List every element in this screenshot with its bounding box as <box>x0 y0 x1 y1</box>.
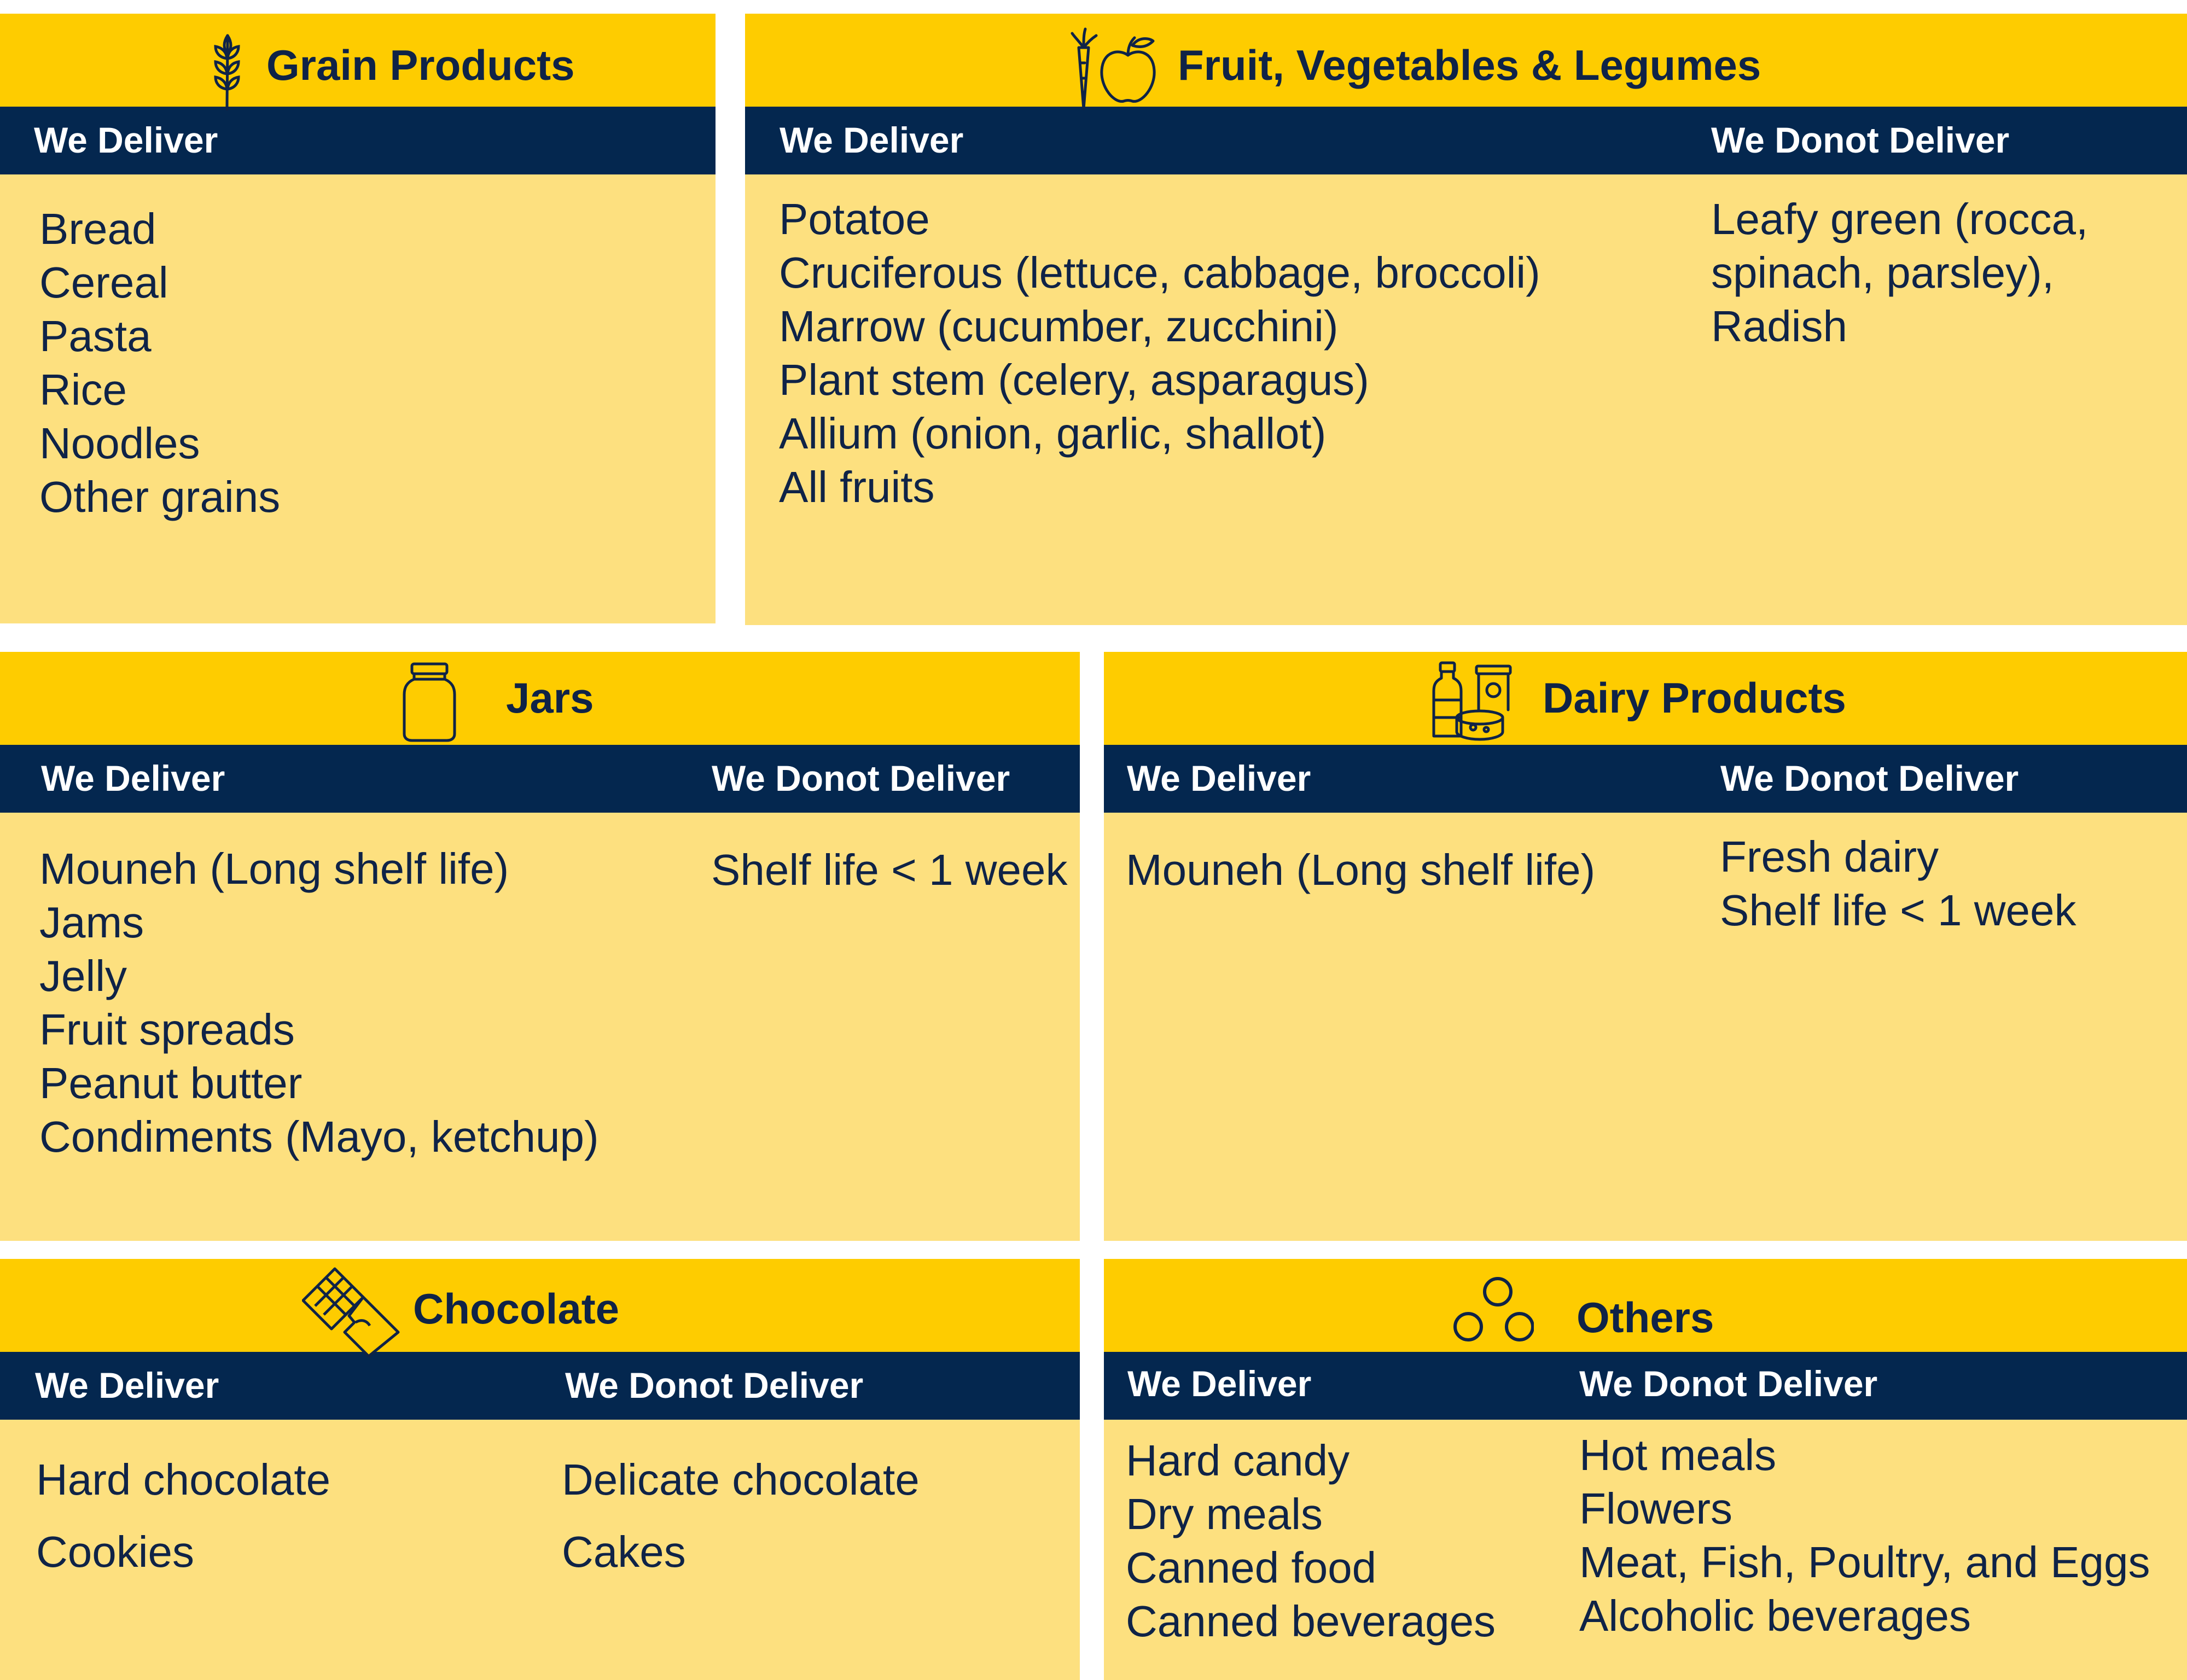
list-item: Canned food <box>1126 1543 1377 1592</box>
list-item: Cruciferous (lettuce, cabbage, broccoli) <box>779 248 1540 297</box>
we-donot-deliver-list <box>1720 830 2076 937</box>
carrot-apple-icon <box>1067 21 1165 114</box>
wheat-icon <box>208 30 246 112</box>
list-item: Bread <box>39 205 156 253</box>
list-item: Cereal <box>39 258 168 307</box>
we-donot-deliver-header: We Donot Deliver <box>1720 758 2019 798</box>
list-item: Jelly <box>39 952 127 1000</box>
fruit-vegetables-legumes-card <box>745 14 2187 625</box>
list-item: Noodles <box>39 419 200 468</box>
card-title: Chocolate <box>413 1285 620 1333</box>
we-donot-deliver-list <box>1579 1428 2150 1643</box>
we-deliver-header: We Deliver <box>35 1365 219 1405</box>
list-item: Potatoe <box>779 195 930 243</box>
we-deliver-header: We Deliver <box>34 120 218 160</box>
list-item: Shelf life < 1 week <box>1720 886 2077 935</box>
we-deliver-list <box>39 842 599 1164</box>
we-deliver-header: We Deliver <box>1127 1363 1312 1404</box>
we-donot-deliver-header: We Donot Deliver <box>565 1365 864 1405</box>
list-item: Plant stem (celery, asparagus) <box>779 355 1369 404</box>
list-item: Other grains <box>39 472 281 521</box>
list-item: Mouneh (Long shelf life) <box>39 844 509 893</box>
list-item: Marrow (cucumber, zucchini) <box>779 302 1339 351</box>
list-item: Hard chocolate <box>36 1455 331 1504</box>
we-deliver-list <box>1126 1434 1496 1648</box>
list-item: Delicate chocolate <box>562 1455 920 1504</box>
list-item: Shelf life < 1 week <box>711 845 1068 894</box>
list-item: All fruits <box>779 463 935 511</box>
card-title: Grain Products <box>266 41 575 89</box>
list-item: Peanut butter <box>39 1059 303 1107</box>
we-deliver-header: We Deliver <box>780 120 964 160</box>
card-title: Jars <box>506 674 594 722</box>
we-deliver-list <box>36 1444 330 1588</box>
dairy-products-card <box>1104 652 2187 1241</box>
we-donot-deliver-list <box>711 843 1067 897</box>
list-item: Flowers <box>1579 1484 1733 1533</box>
list-item: Alcoholic beverages <box>1579 1591 1971 1640</box>
list-item: Jams <box>39 898 144 947</box>
list-item: Leafy green (rocca, <box>1711 195 2089 243</box>
chocolate-card <box>0 1259 1080 1680</box>
we-donot-deliver-list <box>1711 192 2088 353</box>
list-item: spinach, parsley), <box>1711 248 2054 297</box>
we-donot-deliver-header: We Donot Deliver <box>712 758 1010 798</box>
others-card <box>1104 1259 2187 1680</box>
list-item: Fresh dairy <box>1720 832 1939 881</box>
list-item: Hot meals <box>1579 1431 1777 1479</box>
grain-products-card <box>0 14 716 623</box>
jars-card <box>0 652 1080 1241</box>
list-item: Radish <box>1711 302 1848 351</box>
list-item: Allium (onion, garlic, shallot) <box>779 409 1327 458</box>
list-item: Canned beverages <box>1126 1597 1496 1646</box>
card-title: Others <box>1577 1293 1714 1341</box>
list-item: Dry meals <box>1126 1490 1323 1538</box>
card-title: Dairy Products <box>1543 674 1846 722</box>
list-item: Condiments (Mayo, ketchup) <box>39 1112 599 1161</box>
chocolate-bar-icon <box>302 1265 400 1358</box>
list-item: Cakes <box>562 1527 686 1576</box>
we-donot-deliver-header: We Donot Deliver <box>1579 1363 1878 1404</box>
list-item: Pasta <box>39 312 152 360</box>
we-deliver-list <box>779 192 1540 514</box>
we-deliver-list <box>39 202 280 524</box>
list-item: Mouneh (Long shelf life) <box>1126 845 1596 894</box>
we-donot-deliver-list <box>562 1444 920 1588</box>
list-item: Cookies <box>36 1527 195 1576</box>
we-deliver-header: We Deliver <box>41 758 225 798</box>
circles-icon <box>1452 1270 1534 1352</box>
card-title: Fruit, Vegetables & Legumes <box>1178 41 1761 89</box>
we-deliver-header: We Deliver <box>1127 758 1311 798</box>
dairy-icon <box>1429 660 1515 742</box>
list-item: Hard candy <box>1126 1436 1350 1485</box>
list-item: Fruit spreads <box>39 1005 295 1054</box>
jar-icon <box>401 661 458 743</box>
we-donot-deliver-header: We Donot Deliver <box>1711 120 2010 160</box>
list-item: Meat, Fish, Poultry, and Eggs <box>1579 1538 2150 1586</box>
list-item: Rice <box>39 365 127 414</box>
we-deliver-list <box>1126 843 1595 897</box>
